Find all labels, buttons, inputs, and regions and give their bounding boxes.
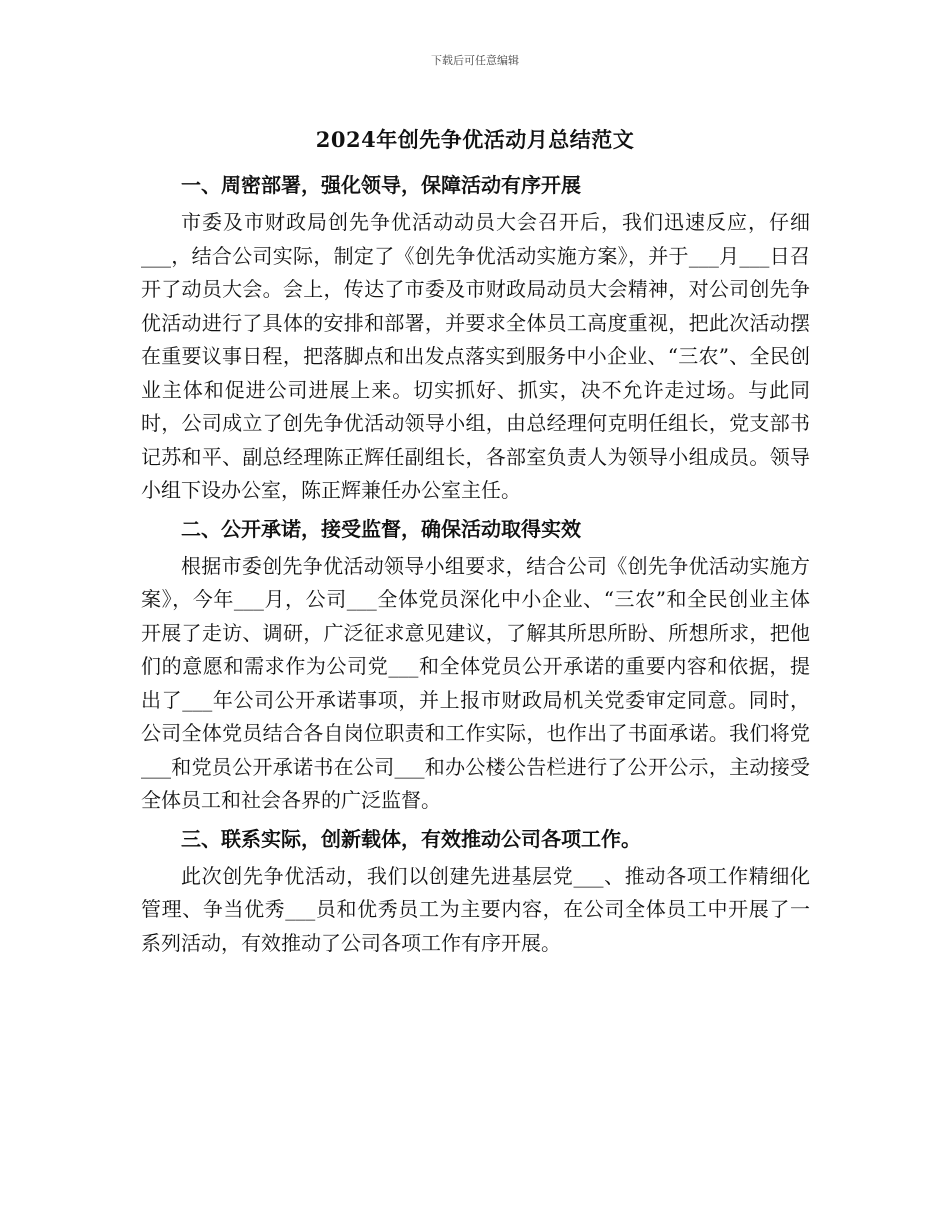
section-1-heading: 一、周密部署，强化领导，保障活动有序开展 bbox=[181, 173, 581, 197]
section-2-heading: 二、公开承诺，接受监督，确保活动取得实效 bbox=[181, 516, 581, 541]
header-note: 下载后可任意编辑 bbox=[431, 54, 519, 67]
section-3-paragraph: 此次创先争优活动，我们以创建先进基层党___、推动各项工作精细化管理、争当优秀___员和优秀员工为主要内容，在公司全体员工中开展了一系列活动，有效推动了公司各项工作有序开展。 bbox=[141, 863, 810, 955]
document-body bbox=[141, 168, 810, 964]
section-1-paragraph: 市委及市财政局创先争优活动动员大会召开后，我们迅速反应，仔细___，结合公司实际，制定了《创先争优活动实施方案》，并于___月___日召开了动员大会。会上，传达了市委及市财政局动员大会精神，对公司创先争优活动进行了具体的安排和部署，并要求全体员工高度重视，把此次活动摆在重要议事日程，把落脚点和出发点落实到服务中小企业、“三农”、全民创业主体和促进公司进展上来。切实抓好、抓实，决不允许走过场。与此同时，公司成立了创先争优活动领导小组，由总经理何克明任组长，党支部书记苏和平、副总经理陈正辉任副组长，各部室负责人为领导小组成员。领导小组下设办公室，陈正辉兼任办公室主任。 bbox=[141, 210, 810, 502]
section-3-heading: 三、联系实际，创新载体，有效推动公司各项工作。 bbox=[181, 826, 641, 851]
document-title: 2024年创先争优活动月总结范文 bbox=[315, 127, 635, 152]
section-2-paragraph: 根据市委创先争优活动领导小组要求，结合公司《创先争优活动实施方案》，今年___月，公司___全体党员深化中小企业、“三农”和全民创业主体开展了走访、调研，广泛征求意见建议，了解其所思所盼、所想所求，把他们的意愿和需求作为公司党___和全体党员公开承诺的重要内容和依据，提出了___年公司公开承诺事项，并上报市财政局机关党委审定同意。同时，公司全体党员结合各自岗位职责和工作实际，也作出了书面承诺。我们将党___和党员公开承诺书在公司___和办公楼公告栏进行了公开公示，主动接受全体员工和社会各界的广泛监督。 bbox=[141, 553, 810, 812]
